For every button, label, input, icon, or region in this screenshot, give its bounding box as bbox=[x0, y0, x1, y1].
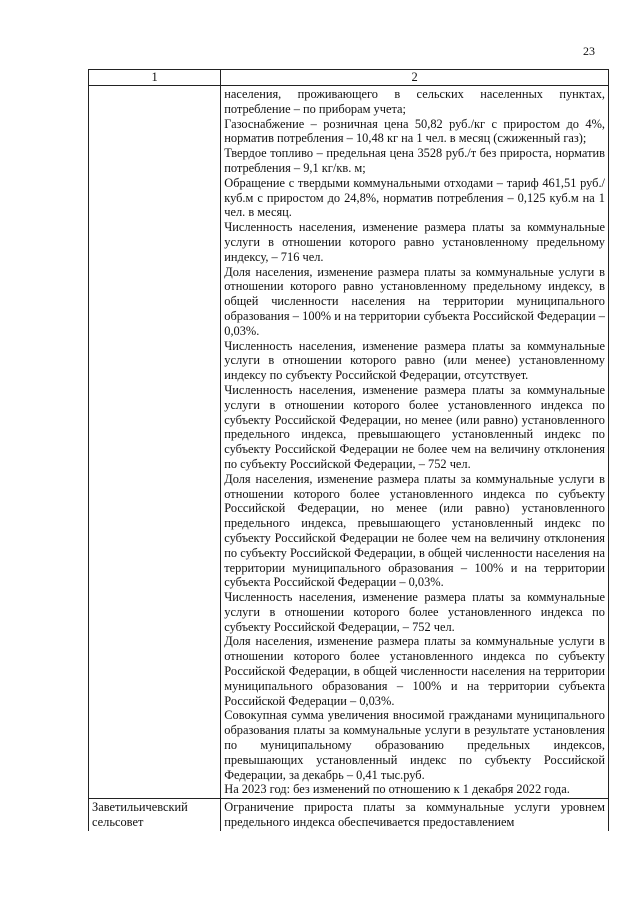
paragraph: На 2023 год: без изменений по отношению к 1 декабря 2022 года. bbox=[224, 782, 570, 797]
row1-col2 bbox=[221, 86, 609, 799]
header-col-2: 2 bbox=[221, 70, 609, 86]
table-row bbox=[89, 799, 609, 831]
paragraph: Доля населения, изменение размера платы за коммунальные услуги в отношении которого равно установленному предельному индексу, в общей численности населения на территории муниципального образования – 100% и на территории субъекта Российской Федерации – 0,03%. bbox=[224, 264, 605, 338]
paragraph: Численность населения, изменение размера платы за коммунальные услуги в отношении которого равно (или менее) установленному индексу по субъекту Российской Федерации, отсутствует. bbox=[224, 338, 605, 383]
paragraph: населения, проживающего в сельских населенных пунктах, потребление – по приборам учета; bbox=[224, 87, 605, 116]
row1-col1 bbox=[89, 86, 221, 799]
paragraph: Доля населения, изменение размера платы за коммунальные услуги в отношении которого более установленного индекса по субъекту Российской Федерации, но менее (или равно) установленного предельного индекса, превышающего установленный индекс по субъекту Российской Федерации не более чем на величину отклонения по субъекту Российской Федерации, в общей численности населения на территории муниципального образования – 100% и на территории субъекта Российской Федерации – 0,03%. bbox=[224, 471, 605, 590]
row2-col2 bbox=[221, 799, 609, 831]
paragraph: Обращение с твердыми коммунальными отходами – тариф 461,51 руб./куб.м с приростом до 24,8%, норматив потребления – 0,125 куб.м на 1 чел. в месяц. bbox=[224, 175, 605, 220]
page-number: 23 bbox=[583, 44, 595, 58]
paragraph: Численность населения, изменение размера платы за коммунальные услуги в отношении которого более установленного индекса по субъекту Российской Федерации, но менее (или равно) установленного предельного индекса, превышающего установленный индекс по субъекту Российской Федерации не более чем на величину отклонения по субъекту Российской Федерации, – 752 чел. bbox=[224, 382, 605, 471]
paragraph: Численность населения, изменение размера платы за коммунальные услуги в отношении которого равно установленному предельному индексу, – 716 чел. bbox=[224, 220, 605, 264]
paragraph: Совокупная сумма увеличения вносимой гражданами муниципального образования платы за коммунальные услуги в результате установления по муниципальному образованию предельных индексов, превышающих установленный индекс по субъекту Российской Федерации, за декабрь – 0,41 тыс.руб. bbox=[224, 708, 605, 782]
document-table bbox=[88, 69, 609, 831]
paragraph: Доля населения, изменение размера платы за коммунальные услуги в отношении которого более установленного индекса по субъекту Российской Федерации, в общей численности населения на территории муниципального образования – 100% и на территории субъекта Российской Федерации – 0,03%. bbox=[224, 634, 605, 708]
municipality-name: Заветильичевский сельсовет bbox=[89, 799, 221, 831]
paragraph: Твердое топливо – предельная цена 3528 руб./т без прироста, норматив потребления – 9,1 кг/кв. м; bbox=[224, 146, 605, 175]
table-row bbox=[89, 86, 609, 799]
paragraph: Численность населения, изменение размера платы за коммунальные услуги в отношении которого более установленного индекса по субъекту Российской Федерации, – 752 чел. bbox=[224, 590, 605, 634]
header-col-1: 1 bbox=[89, 70, 221, 86]
paragraph: Ограничение прироста платы за коммунальные услуги уровнем предельного индекса обеспечивается предоставлением bbox=[224, 800, 605, 830]
paragraph: Газоснабжение – розничная цена 50,82 руб./кг с приростом до 4%, норматив потребления – 10,48 кг на 1 чел. в месяц (сжиженный газ); bbox=[224, 116, 605, 146]
table-header-row bbox=[89, 70, 609, 86]
